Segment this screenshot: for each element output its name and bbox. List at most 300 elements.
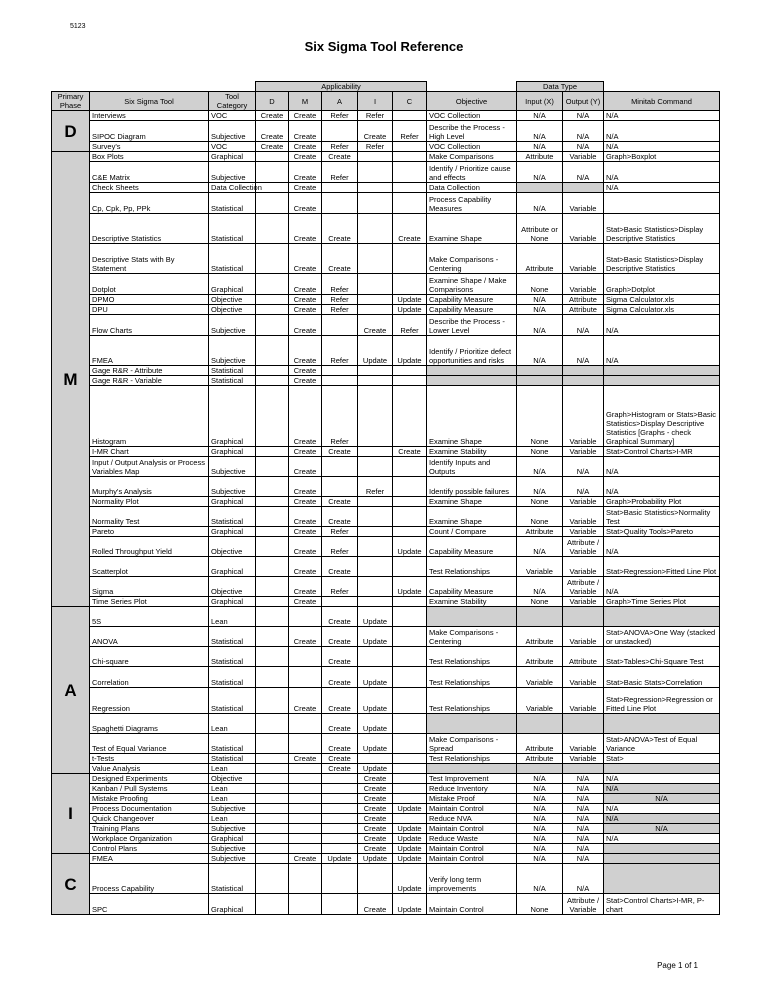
define-cell: Create xyxy=(256,111,289,121)
table-row xyxy=(52,688,720,714)
minitab-command-cell xyxy=(604,376,720,386)
define-cell xyxy=(256,336,289,366)
improve-cell: Update xyxy=(358,764,393,774)
tool-category: Statistical xyxy=(209,688,256,714)
measure-cell xyxy=(289,764,322,774)
table-row xyxy=(52,714,720,734)
measure-cell xyxy=(289,667,322,688)
define-cell xyxy=(256,152,289,162)
table-row xyxy=(52,152,720,162)
objective-cell: Make Comparisons xyxy=(427,152,517,162)
phase-label: I xyxy=(52,774,90,854)
define-cell xyxy=(256,305,289,315)
output-cell: Variable xyxy=(563,557,604,577)
analyze-cell xyxy=(322,457,358,477)
output-cell: N/A xyxy=(563,824,604,834)
define-cell xyxy=(256,577,289,597)
minitab-command-cell xyxy=(604,844,720,854)
define-cell xyxy=(256,557,289,577)
measure-cell xyxy=(289,834,322,844)
tool-category: Statistical xyxy=(209,214,256,244)
tool-name: Rolled Throughput Yield xyxy=(90,537,209,557)
measure-cell: Create xyxy=(289,162,322,183)
output-cell: N/A xyxy=(563,477,604,497)
measure-cell: Create xyxy=(289,577,322,597)
define-cell xyxy=(256,894,289,915)
objective-cell xyxy=(427,376,517,386)
tool-name: FMEA xyxy=(90,854,209,864)
table-row xyxy=(52,557,720,577)
analyze-cell xyxy=(322,804,358,814)
define-cell xyxy=(256,824,289,834)
tool-category: Statistical xyxy=(209,376,256,386)
define-cell xyxy=(256,714,289,734)
improve-cell: Update xyxy=(358,688,393,714)
input-cell: Attribute xyxy=(517,527,563,537)
improve-cell: Create xyxy=(358,121,393,142)
input-cell: N/A xyxy=(517,305,563,315)
improve-cell: Create xyxy=(358,814,393,824)
measure-cell: Create xyxy=(289,142,322,152)
improve-cell xyxy=(358,647,393,667)
tool-category: Statistical xyxy=(209,244,256,274)
minitab-command-cell: Stat>Control Charts>I-MR xyxy=(604,447,720,457)
improve-cell: Update xyxy=(358,667,393,688)
objective-cell: Examine Stability xyxy=(427,447,517,457)
analyze-cell xyxy=(322,814,358,824)
tool-category: Lean xyxy=(209,714,256,734)
output-cell: Variable xyxy=(563,193,604,214)
improve-cell: Refer xyxy=(358,477,393,497)
page-title: Six Sigma Tool Reference xyxy=(304,39,464,54)
input-cell: Variable xyxy=(517,667,563,688)
input-cell: N/A xyxy=(517,315,563,336)
control-cell: Update xyxy=(393,537,427,557)
output-cell: Variable xyxy=(563,734,604,754)
table-row xyxy=(52,274,720,295)
tool-category: Objective xyxy=(209,305,256,315)
output-cell: Variable xyxy=(563,214,604,244)
tool-category: Subjective xyxy=(209,315,256,336)
input-cell: None xyxy=(517,507,563,527)
define-cell xyxy=(256,376,289,386)
measure-cell xyxy=(289,734,322,754)
measure-cell: Create xyxy=(289,688,322,714)
control-cell xyxy=(393,142,427,152)
improve-cell: Create xyxy=(358,774,393,784)
tool-name: Regression xyxy=(90,688,209,714)
phase-label: C xyxy=(52,854,90,915)
objective-cell: Test Relationships xyxy=(427,754,517,764)
input-header: Input (X) xyxy=(517,92,563,111)
improve-cell: Create xyxy=(358,794,393,804)
input-cell: N/A xyxy=(517,457,563,477)
objective-cell: Examine Shape xyxy=(427,507,517,527)
tool-category: Lean xyxy=(209,794,256,804)
output-cell: N/A xyxy=(563,804,604,814)
analyze-cell: Create xyxy=(322,667,358,688)
input-cell xyxy=(517,764,563,774)
analyze-cell xyxy=(322,844,358,854)
table-row xyxy=(52,111,720,121)
control-cell xyxy=(393,774,427,784)
input-cell: N/A xyxy=(517,834,563,844)
output-cell: Variable xyxy=(563,527,604,537)
output-cell: N/A xyxy=(563,457,604,477)
phase-header: Primary Phase xyxy=(52,92,90,111)
define-cell xyxy=(256,527,289,537)
tool-name: Value Analysis xyxy=(90,764,209,774)
phase-label: A xyxy=(52,607,90,774)
define-cell xyxy=(256,497,289,507)
improve-cell: Update xyxy=(358,854,393,864)
analyze-cell: Refer xyxy=(322,527,358,537)
define-cell xyxy=(256,804,289,814)
define-cell xyxy=(256,597,289,607)
tool-name: Descriptive Stats with By Statement xyxy=(90,244,209,274)
table-row xyxy=(52,844,720,854)
tool-name: Chi-square xyxy=(90,647,209,667)
input-cell: Variable xyxy=(517,557,563,577)
analyze-cell xyxy=(322,824,358,834)
measure-cell: Create xyxy=(289,477,322,497)
analyze-cell xyxy=(322,193,358,214)
objective-cell: Test Improvement xyxy=(427,774,517,784)
table-row xyxy=(52,193,720,214)
improve-cell xyxy=(358,244,393,274)
tool-category: Statistical xyxy=(209,864,256,894)
control-cell xyxy=(393,183,427,193)
output-cell: Variable xyxy=(563,754,604,764)
measure-cell xyxy=(289,714,322,734)
output-cell xyxy=(563,183,604,193)
input-cell: None xyxy=(517,386,563,447)
measure-cell: Create xyxy=(289,315,322,336)
objective-cell: Process Capability Measures xyxy=(427,193,517,214)
tool-name: t-Tests xyxy=(90,754,209,764)
control-cell xyxy=(393,607,427,627)
analyze-cell: Create xyxy=(322,734,358,754)
control-cell xyxy=(393,714,427,734)
minitab-command-cell xyxy=(604,864,720,894)
minitab-command-cell: Graph>Dotplot xyxy=(604,274,720,295)
control-cell xyxy=(393,162,427,183)
control-cell xyxy=(393,386,427,447)
analyze-cell xyxy=(322,366,358,376)
tool-category: Subjective xyxy=(209,457,256,477)
define-cell xyxy=(256,754,289,764)
improve-cell xyxy=(358,183,393,193)
objective-cell: Count / Compare xyxy=(427,527,517,537)
objective-cell: Examine Shape / Make Comparisons xyxy=(427,274,517,295)
output-cell: Attribute xyxy=(563,295,604,305)
improve-cell xyxy=(358,447,393,457)
improve-cell xyxy=(358,864,393,894)
table-row xyxy=(52,214,720,244)
objective-cell: Capability Measure xyxy=(427,537,517,557)
measure-cell xyxy=(289,794,322,804)
measure-cell: Create xyxy=(289,557,322,577)
tool-name: Input / Output Analysis or Process Variables Map xyxy=(90,457,209,477)
analyze-cell xyxy=(322,784,358,794)
improve-cell xyxy=(358,527,393,537)
measure-cell xyxy=(289,814,322,824)
output-cell: Attribute / Variable xyxy=(563,894,604,915)
improve-cell: Create xyxy=(358,784,393,794)
measure-cell xyxy=(289,647,322,667)
analyze-cell: Create xyxy=(322,754,358,764)
minitab-command-cell: N/A xyxy=(604,794,720,804)
measure-cell xyxy=(289,824,322,834)
tool-category: Graphical xyxy=(209,386,256,447)
minitab-command-cell: N/A xyxy=(604,784,720,794)
category-header: Tool Category xyxy=(209,92,256,111)
tool-category: Objective xyxy=(209,295,256,305)
control-cell xyxy=(393,111,427,121)
define-cell xyxy=(256,734,289,754)
output-cell: N/A xyxy=(563,774,604,784)
output-cell: Variable xyxy=(563,274,604,295)
input-cell: None xyxy=(517,447,563,457)
define-cell: Create xyxy=(256,142,289,152)
tool-name: DPMO xyxy=(90,295,209,305)
input-cell: N/A xyxy=(517,142,563,152)
improve-cell xyxy=(358,507,393,527)
phase-label: D xyxy=(52,111,90,152)
define-cell xyxy=(256,647,289,667)
measure-cell: Create xyxy=(289,366,322,376)
analyze-header: A xyxy=(322,92,358,111)
control-cell xyxy=(393,647,427,667)
analyze-cell: Create xyxy=(322,447,358,457)
minitab-command-cell: N/A xyxy=(604,824,720,834)
table-row xyxy=(52,244,720,274)
define-header: D xyxy=(256,92,289,111)
define-cell xyxy=(256,274,289,295)
analyze-cell xyxy=(322,774,358,784)
output-cell: Variable xyxy=(563,597,604,607)
table-row xyxy=(52,527,720,537)
define-cell xyxy=(256,794,289,804)
analyze-cell xyxy=(322,315,358,336)
analyze-cell xyxy=(322,121,358,142)
analyze-cell: Refer xyxy=(322,274,358,295)
define-cell xyxy=(256,784,289,794)
analyze-cell: Create xyxy=(322,557,358,577)
measure-cell: Create xyxy=(289,497,322,507)
input-cell: Attribute xyxy=(517,734,563,754)
measure-cell: Create xyxy=(289,183,322,193)
define-cell xyxy=(256,537,289,557)
table-row xyxy=(52,794,720,804)
input-cell: Attribute xyxy=(517,754,563,764)
table-row xyxy=(52,894,720,915)
tool-name: Box Plots xyxy=(90,152,209,162)
input-cell: N/A xyxy=(517,121,563,142)
objective-cell: Maintain Control xyxy=(427,844,517,854)
tool-category: Statistical xyxy=(209,366,256,376)
analyze-cell: Create xyxy=(322,688,358,714)
minitab-command-cell: N/A xyxy=(604,537,720,557)
define-cell xyxy=(256,774,289,784)
objective-cell: VOC Collection xyxy=(427,111,517,121)
minitab-command-cell: N/A xyxy=(604,457,720,477)
tool-name: Training Plans xyxy=(90,824,209,834)
objective-cell: Make Comparisons - Centering xyxy=(427,627,517,647)
objective-cell: Identify Inputs and Outputs xyxy=(427,457,517,477)
objective-cell: Verify long term improvements xyxy=(427,864,517,894)
analyze-cell xyxy=(322,183,358,193)
tool-name: Dotplot xyxy=(90,274,209,295)
input-cell: N/A xyxy=(517,854,563,864)
define-cell xyxy=(256,814,289,824)
table-row xyxy=(52,824,720,834)
input-cell: N/A xyxy=(517,111,563,121)
output-cell: N/A xyxy=(563,794,604,804)
minitab-command-cell: Graph>Histogram or Stats>Basic Statistics>Display Descriptive Statistics [Graphs - check Graphical Summary] xyxy=(604,386,720,447)
table-row xyxy=(52,854,720,864)
improve-cell: Create xyxy=(358,315,393,336)
table-row xyxy=(52,497,720,507)
tool-category: Statistical xyxy=(209,647,256,667)
define-cell xyxy=(256,244,289,274)
tool-category: Graphical xyxy=(209,274,256,295)
improve-cell: Update xyxy=(358,336,393,366)
input-cell xyxy=(517,183,563,193)
table-row xyxy=(52,315,720,336)
tool-name: Workplace Organization xyxy=(90,834,209,844)
tool-category: Objective xyxy=(209,537,256,557)
minitab-command-cell: Stat>Basic Statistics>Normality Test xyxy=(604,507,720,527)
input-cell: Attribute or None xyxy=(517,214,563,244)
improve-cell xyxy=(358,597,393,607)
measure-cell xyxy=(289,864,322,894)
objective-cell: Test Relationships xyxy=(427,557,517,577)
output-header: Output (Y) xyxy=(563,92,604,111)
tool-category: Objective xyxy=(209,577,256,597)
objective-cell: Mistake Proof xyxy=(427,794,517,804)
table-row xyxy=(52,477,720,497)
tool-name: Normality Test xyxy=(90,507,209,527)
define-cell xyxy=(256,162,289,183)
improve-cell xyxy=(358,754,393,764)
improve-cell: Update xyxy=(358,714,393,734)
minitab-command-cell: Stat>ANOVA>One Way (stacked or unstacked) xyxy=(604,627,720,647)
tool-category: Subjective xyxy=(209,854,256,864)
control-cell xyxy=(393,457,427,477)
improve-cell xyxy=(358,537,393,557)
input-cell: None xyxy=(517,597,563,607)
minitab-command-cell: Stat>Tables>Chi-Square Test xyxy=(604,647,720,667)
input-cell: Attribute xyxy=(517,152,563,162)
minitab-command-cell: N/A xyxy=(604,111,720,121)
tool-category: Graphical xyxy=(209,497,256,507)
table-row xyxy=(52,121,720,142)
minitab-command-cell: Stat>Basic Statistics>Display Descriptive Statistics xyxy=(604,244,720,274)
control-cell: Update xyxy=(393,894,427,915)
analyze-cell: Create xyxy=(322,497,358,507)
tool-name: 5S xyxy=(90,607,209,627)
objective-cell: Capability Measure xyxy=(427,305,517,315)
control-cell xyxy=(393,244,427,274)
improve-cell: Refer xyxy=(358,142,393,152)
tool-header: Six Sigma Tool xyxy=(90,92,209,111)
output-cell: Variable xyxy=(563,507,604,527)
tool-name: Gage R&R - Variable xyxy=(90,376,209,386)
measure-cell xyxy=(289,774,322,784)
input-cell: Attribute xyxy=(517,244,563,274)
table-row xyxy=(52,774,720,784)
input-cell: N/A xyxy=(517,577,563,597)
objective-cell: Describe the Process - Lower Level xyxy=(427,315,517,336)
table-row xyxy=(52,814,720,824)
table-row xyxy=(52,142,720,152)
measure-cell: Create xyxy=(289,193,322,214)
tool-name: FMEA xyxy=(90,336,209,366)
table-row xyxy=(52,834,720,844)
tool-name: Spaghetti Diagrams xyxy=(90,714,209,734)
measure-cell: Create xyxy=(289,152,322,162)
tool-name: Time Series Plot xyxy=(90,597,209,607)
output-cell: N/A xyxy=(563,336,604,366)
minitab-command-cell: Stat>Regression>Fitted Line Plot xyxy=(604,557,720,577)
objective-cell: Test Relationships xyxy=(427,667,517,688)
tool-name: Test of Equal Variance xyxy=(90,734,209,754)
table-row xyxy=(52,864,720,894)
tool-name: Control Plans xyxy=(90,844,209,854)
tool-category: Graphical xyxy=(209,557,256,577)
table-row xyxy=(52,376,720,386)
measure-cell: Create xyxy=(289,386,322,447)
measure-cell xyxy=(289,894,322,915)
analyze-cell: Create xyxy=(322,647,358,667)
improve-cell xyxy=(358,497,393,507)
tool-name: Flow Charts xyxy=(90,315,209,336)
output-cell: N/A xyxy=(563,142,604,152)
measure-cell: Create xyxy=(289,295,322,305)
improve-cell xyxy=(358,214,393,244)
output-cell: Attribute / Variable xyxy=(563,577,604,597)
input-cell: N/A xyxy=(517,844,563,854)
control-cell: Refer xyxy=(393,121,427,142)
output-cell: N/A xyxy=(563,854,604,864)
improve-cell xyxy=(358,193,393,214)
control-cell xyxy=(393,627,427,647)
control-cell xyxy=(393,794,427,804)
analyze-cell: Refer xyxy=(322,142,358,152)
tool-name: Gage R&R - Attribute xyxy=(90,366,209,376)
tool-category: VOC xyxy=(209,142,256,152)
control-cell: Update xyxy=(393,864,427,894)
table-row xyxy=(52,577,720,597)
define-cell xyxy=(256,627,289,647)
analyze-cell xyxy=(322,864,358,894)
tool-name: Cp, Cpk, Pp, PPk xyxy=(90,193,209,214)
objective-cell xyxy=(427,366,517,376)
minitab-command-cell: N/A xyxy=(604,577,720,597)
control-cell: Update xyxy=(393,336,427,366)
objective-cell: Examine Shape xyxy=(427,386,517,447)
objective-cell: Examine Shape xyxy=(427,214,517,244)
improve-cell: Update xyxy=(358,607,393,627)
input-cell: N/A xyxy=(517,824,563,834)
output-cell: Attribute xyxy=(563,305,604,315)
tool-category: Graphical xyxy=(209,447,256,457)
minitab-command-cell xyxy=(604,714,720,734)
output-cell: N/A xyxy=(563,864,604,894)
tool-name: Normality Plot xyxy=(90,497,209,507)
define-cell xyxy=(256,854,289,864)
